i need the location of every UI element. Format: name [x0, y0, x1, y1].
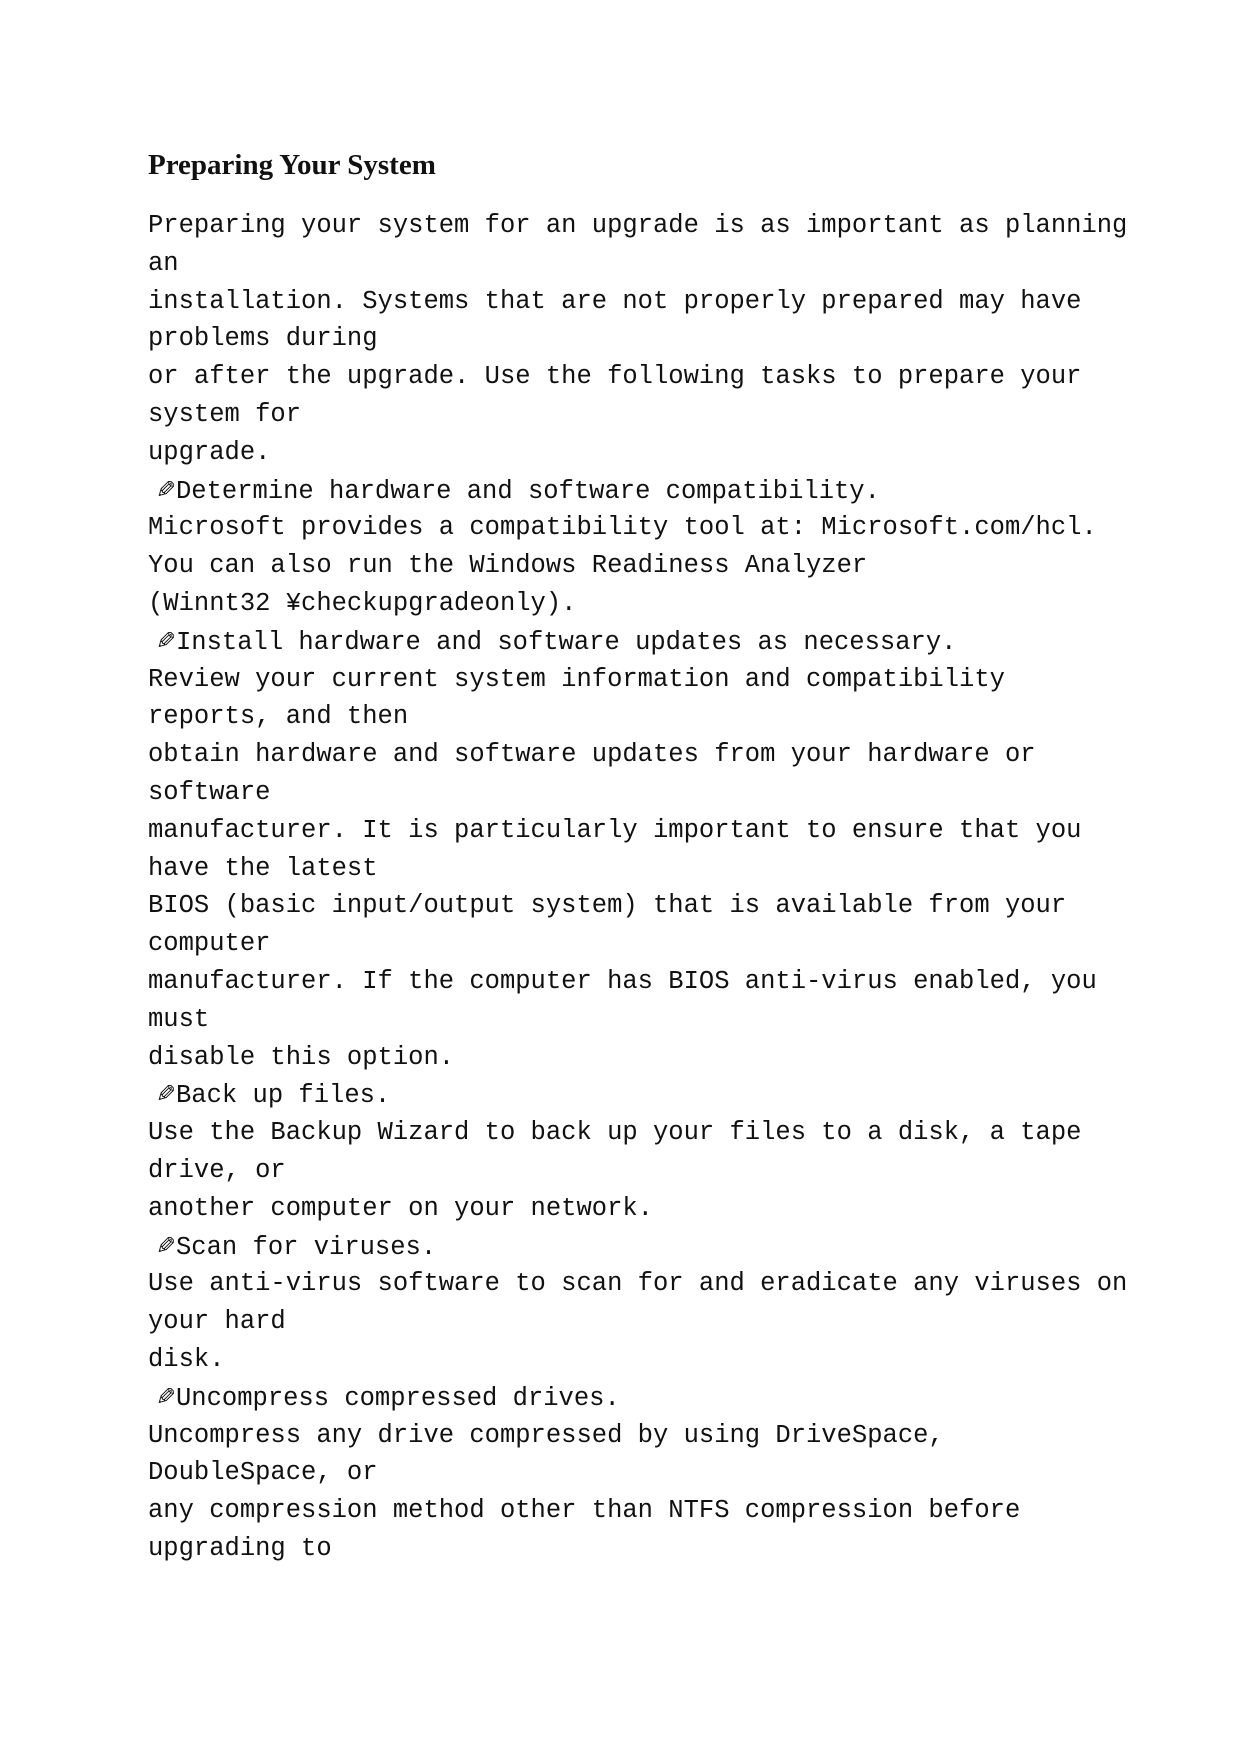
- text-line: [148, 698, 1148, 736]
- text-line: [148, 207, 1148, 245]
- line-text: Scan for viruses.: [176, 1232, 437, 1262]
- text-line: [148, 245, 1148, 283]
- text-line: [148, 850, 1148, 888]
- text-line: [148, 396, 1148, 434]
- line-text: Determine hardware and software compatibility.: [176, 476, 880, 506]
- line-text: You can also run the Windows Readiness Analyzer: [148, 551, 868, 581]
- line-text: manufacturer. It is particularly important to ensure that you: [148, 815, 1082, 845]
- text-line: [148, 812, 1148, 850]
- line-text: manufacturer. If the computer has BIOS anti-virus enabled, you: [148, 966, 1097, 996]
- line-text: Use anti-virus software to scan for and eradicate any viruses on: [148, 1269, 1128, 1299]
- text-line: [148, 1454, 1148, 1492]
- line-text: upgrading to: [148, 1533, 332, 1563]
- text-line: [148, 1417, 1148, 1455]
- text-line: [148, 358, 1148, 396]
- pencil-icon: ✎: [155, 1382, 176, 1411]
- line-text: an: [148, 248, 179, 278]
- line-text: drive, or: [148, 1155, 286, 1185]
- text-line: [148, 963, 1148, 1001]
- text-line: [148, 547, 1148, 585]
- line-text: Uncompress any drive compressed by using DriveSpace,: [148, 1420, 944, 1450]
- text-line: [148, 1152, 1148, 1190]
- text-line: [148, 925, 1148, 963]
- line-text: must: [148, 1004, 210, 1034]
- line-text: system for: [148, 399, 302, 429]
- text-line: [148, 774, 1148, 812]
- text-line: [148, 320, 1148, 358]
- line-text: disable this option.: [148, 1042, 455, 1072]
- line-text: Back up files.: [176, 1081, 391, 1111]
- pencil-icon: ✎: [155, 1231, 176, 1260]
- text-line: [148, 1001, 1148, 1039]
- text-line: [148, 887, 1148, 925]
- text-line: [148, 1190, 1148, 1228]
- text-line: [148, 283, 1148, 321]
- line-text: reports, and then: [148, 702, 409, 732]
- line-text: Install hardware and software updates as necessary.: [176, 627, 957, 657]
- text-line: [148, 1265, 1148, 1303]
- bullet-line: [148, 1076, 1148, 1114]
- line-text: obtain hardware and software updates from your hardware or: [148, 740, 1036, 770]
- line-text: another computer on your network.: [148, 1193, 653, 1223]
- bullet-line: [148, 1379, 1148, 1417]
- text-line: [148, 585, 1148, 623]
- text-line: [148, 661, 1148, 699]
- line-text: your hard: [148, 1307, 286, 1337]
- text-line: [148, 1492, 1148, 1530]
- text-line: [148, 434, 1148, 472]
- text-line: [148, 1303, 1148, 1341]
- line-text: or after the upgrade. Use the following tasks to prepare your: [148, 362, 1082, 392]
- page-title: Preparing Your System: [148, 149, 436, 181]
- text-line: [148, 509, 1148, 547]
- bullet-line: [148, 472, 1148, 510]
- line-text: Uncompress compressed drives.: [176, 1383, 620, 1413]
- line-text: any compression method other than NTFS compression before: [148, 1496, 1021, 1526]
- line-text: Use the Backup Wizard to back up your files to a disk, a tape: [148, 1118, 1082, 1148]
- line-text: Preparing your system for an upgrade is as important as planning: [148, 211, 1128, 240]
- line-text: disk.: [148, 1344, 225, 1374]
- line-text: upgrade.: [148, 437, 271, 467]
- line-text: Review your current system information and compatibility: [148, 664, 1005, 694]
- pencil-icon: ✎: [155, 626, 176, 655]
- bullet-line: [148, 623, 1148, 661]
- line-text: installation. Systems that are not properly prepared may have: [148, 286, 1082, 316]
- text-line: [148, 1530, 1148, 1568]
- line-text: have the latest: [148, 853, 378, 883]
- line-text: (Winnt32 ¥checkupgradeonly).: [148, 588, 577, 618]
- line-text: computer: [148, 929, 271, 959]
- pencil-icon: ✎: [155, 475, 176, 504]
- body-text: [148, 207, 1148, 1568]
- line-text: DoubleSpace, or: [148, 1458, 378, 1488]
- text-line: [148, 1114, 1148, 1152]
- text-line: [148, 736, 1148, 774]
- bullet-line: [148, 1228, 1148, 1266]
- pencil-icon: ✎: [155, 1080, 176, 1109]
- text-line: [148, 1039, 1148, 1077]
- line-text: Microsoft provides a compatibility tool at: Microsoft.com/hcl.: [148, 513, 1097, 543]
- line-text: software: [148, 777, 271, 807]
- text-line: [148, 1341, 1148, 1379]
- line-text: problems during: [148, 324, 378, 354]
- line-text: BIOS (basic input/output system) that is available from your: [148, 891, 1067, 921]
